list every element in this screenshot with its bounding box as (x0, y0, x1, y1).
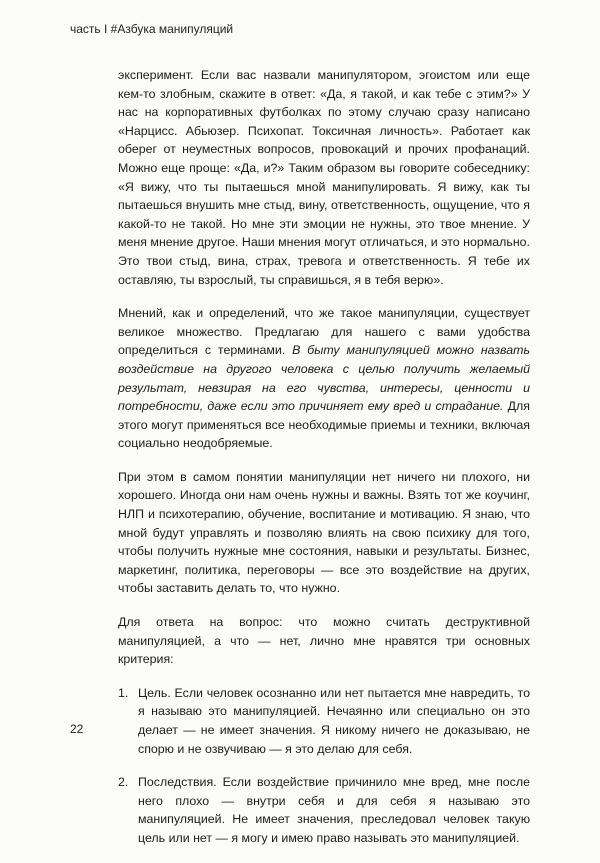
list-marker: 2. (118, 775, 129, 790)
paragraph-text: Мнений, как и определений, что же такое манипуляции, существует великое множество. Предлагаю для нашего с вами удобства определиться с терминами. (118, 306, 530, 358)
list-item-text: Последствия. Если воздействие причинило мне вред, мне после него плохо — внутри себя и для себя я называю это манипуляцией. Не имеет значения, преследовал человек такую цель или нет — я могу и имею право называть это манипуляцией. (138, 775, 530, 845)
criteria-list (118, 684, 530, 848)
definition-italic: В быту манипуляцией можно назвать воздействие на другого человека с целью получить желаемый результат, невзирая на его чувства, интересы, ценности и потребности, даже если это причиняет ему вред и страдание. (118, 343, 530, 414)
running-head: часть I #Азбука манипуляций (70, 22, 234, 36)
page-body (118, 66, 530, 863)
list-marker: 1. (118, 685, 129, 700)
page-number: 22 (70, 722, 84, 736)
list-item (118, 773, 530, 847)
list-item-text: Цель. Если человек осознанно или нет пытается мне навредить, то я называю это манипуляцией. Нечаянно или специально он это делает — не имеет значения. Я никому ничего не доказываю, не спорю и не озвучиваю — я это делаю для себя. (138, 685, 530, 756)
list-item (118, 684, 530, 758)
paragraph: эксперимент. Если вас назвали манипулятором, эгоистом или еще кем-то злобным, скажите в ответ: «Да, я такой, и как тебе с этим?» У нас на корпоративных футболках по этому случаю сразу написано «Нарцисс. Абьюзер. Психопат. Токсичная личность». Работает как оберег от неуместных вопросов, провокаций и прочих профанаций. Можно еще проще: «Да, и?» Таким образом вы говорите собеседнику: «Я вижу, что ты пытаешься мной манипулировать. Я вижу, как ты пытаешься внушить мне стыд, вину, ответственность, ощущение, что я какой-то не такой. Но мне эти эмоции не нужны, это твое мнение. У меня мнение другое. Наши мнения могут отличаться, и это нормально. Это твои стыд, вина, страх, тревога и ответственность. Я тебе их оставляю, ты взрослый, ты справишься, я в тебя верю». (118, 68, 530, 287)
paragraph-text: Для этого могут применяться все необходимые приемы и техники, включая социально неодобряемые. (118, 399, 530, 451)
paragraph: При этом в самом понятии манипуляции нет ничего ни плохого, ни хорошего. Иногда они нам очень нужны и важны. Взять тот же коучинг, НЛП и психотерапию, обучение, воспитание и мотивацию. Я знаю, что мной будут управлять и позволяю влиять на свою психику для того, чтобы получить нужные мне состояния, навыки и результаты. Бизнес, маркетинг, политика, переговоры — все это воздействие на других, чтобы заставить делать то, что нужно. (118, 469, 530, 596)
paragraph: Для ответа на вопрос: что можно считать деструктивной манипуляцией, а что — нет, лично мне нравятся три основных критерия: (118, 615, 530, 667)
paragraph-definition (118, 304, 530, 453)
